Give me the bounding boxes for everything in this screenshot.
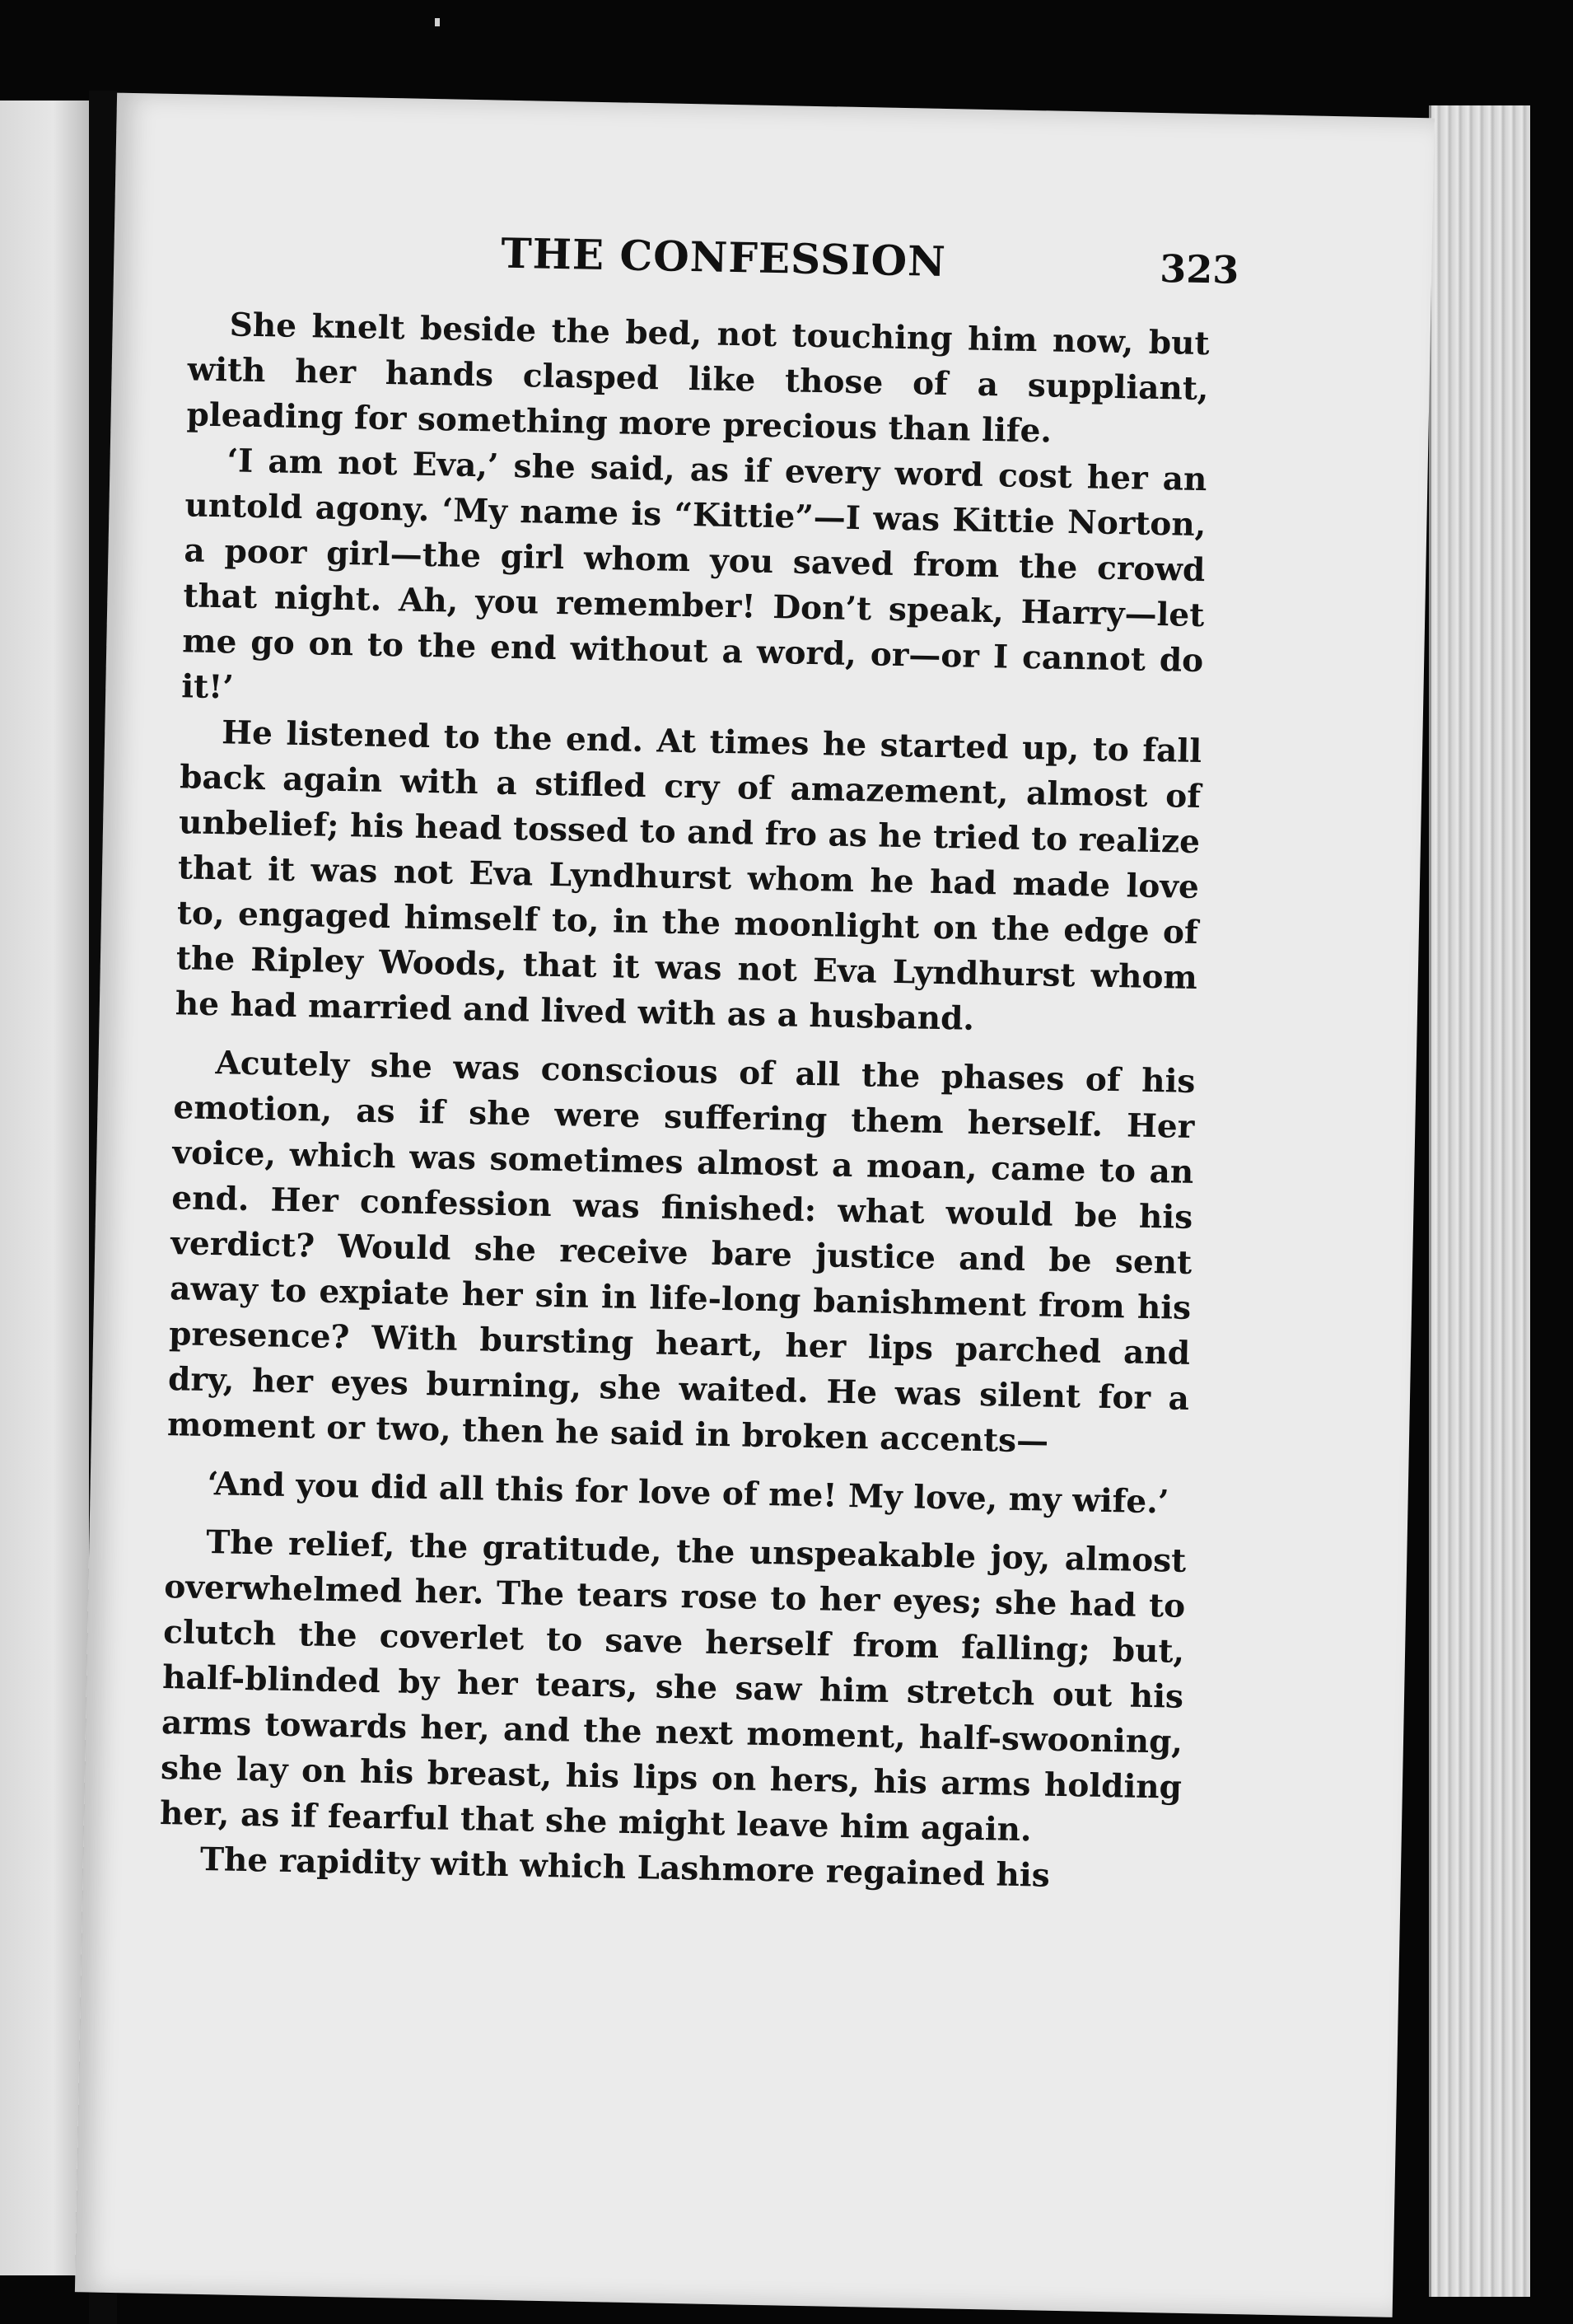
paragraph: The rapidity with which Lashmore regained his — [199, 1840, 1051, 1895]
page-body — [158, 302, 1210, 1901]
paragraph: The relief, the gratitude, the unspeakable joy, almost overwhelmed her. The tears rose to her eyes; she had to clutch the coverlet to save herself from falling; but, half-blinded by her tears, she saw him stretch out his arms towards her, and the next moment, half-swooning, she lay on his breast, his lips on hers, his arms holding her, as if fearful that she might leave him again. — [159, 1523, 1187, 1849]
paragraph: ‘I am not Eva,’ she said, as if every word cost her an untold agony. ‘My name is “Kittie”—I was Kittie Norton, a poor girl—the girl whom you saved from the crowd that night. Ah, you remember! Don’t speak, Harry—let me go on to the end without a word, or—or I cannot do it!’ — [180, 442, 1207, 707]
page-number: 323 — [1159, 245, 1239, 292]
paragraph: ‘And you did all this for love of me! My love, my wife.’ — [207, 1465, 1169, 1522]
book-page — [75, 93, 1435, 2317]
paragraph: She knelt beside the bed, not touching him now, but with her hands clasped like those of a suppliant, pleading for something more precious than life. — [186, 306, 1210, 451]
facing-page-edge — [0, 101, 89, 2275]
page-stack-edges — [1429, 105, 1530, 2297]
paragraph: Acutely she was conscious of all the phases of his emotion, as if she were suffering them herself. Her voice, which was sometimes almost a moan, came to an end. Her confession was finished: what would be his verdict? Would she receive bare justice and be sent away to expiate her sin in life-long banishment from his presence? With bursting heart, her lips parched and dry, her eyes burning, she waited. He was silent for a moment or two, then he said in broken accents— — [166, 1044, 1196, 1461]
scan-speck — [435, 18, 440, 26]
page-header — [114, 222, 1432, 313]
running-head: THE CONFESSION — [500, 228, 947, 286]
paragraph: He listened to the end. At times he started up, to fall back again with a stifled cry of amazement, almost of unbelief; his head tossed to and fro as he tried to realize that it was not Eva Lyndhurst whom he had made love to, engaged himself to, in the moonlight on the edge of the Ripley Woods, that it was not Eva Lyndhurst whom he had married and lived with as a husband. — [175, 713, 1202, 1038]
